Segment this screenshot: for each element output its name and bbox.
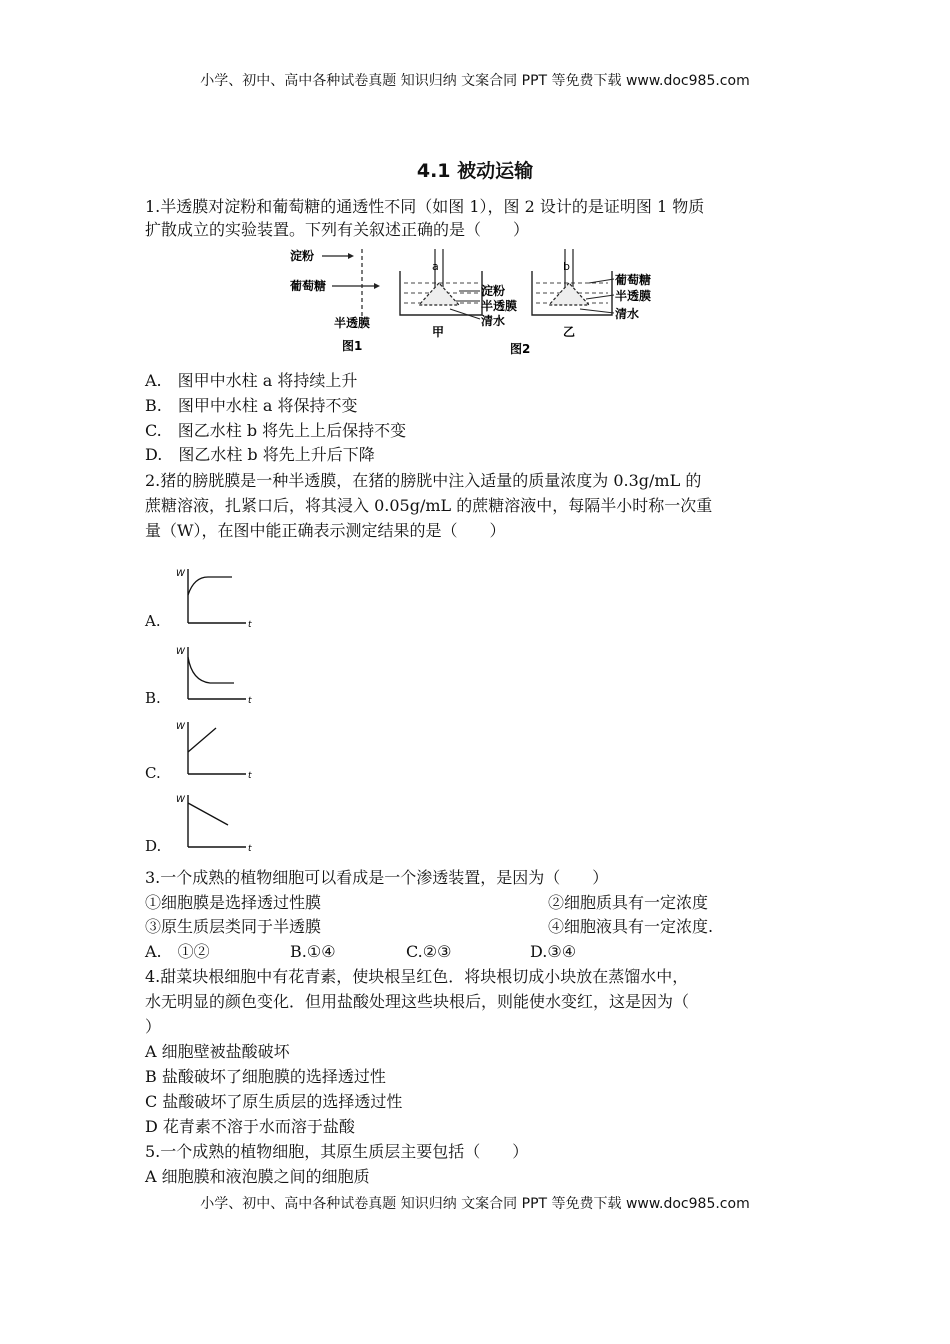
q3-item-2: ②细胞质具有一定浓度 xyxy=(548,893,709,912)
graph-b-y-label: W xyxy=(176,647,185,657)
fig1-starch-label: 淀粉 xyxy=(290,249,315,263)
jia-water-label: 清水 xyxy=(481,314,506,328)
fig1-caption: 图1 xyxy=(342,339,363,353)
q1-option-a: A. 图甲中水柱 a 将持续上升 xyxy=(145,371,358,390)
graph-a-curve xyxy=(188,577,232,595)
jia-membrane-label: 半透膜 xyxy=(481,299,518,313)
graph-a-x-label: t xyxy=(248,620,252,630)
graph-d-curve xyxy=(188,803,228,825)
q3-choice-a: A. ①② xyxy=(145,942,210,961)
page-title: 4.1 被动运输 xyxy=(416,160,534,182)
q1-option-d: D. 图乙水柱 b 将先上升后下降 xyxy=(145,445,375,464)
q3-item-3: ③原生质层类同于半透膜 xyxy=(145,917,322,936)
yi-membrane-label: 半透膜 xyxy=(615,289,652,303)
yi-glucose-label: 葡萄糖 xyxy=(615,273,652,287)
q2-graph-d xyxy=(174,789,258,857)
q3-stem: 3.一个成熟的植物细胞可以看成是一个渗透装置，是因为（ ） xyxy=(145,868,609,887)
q2-option-a-label: A. xyxy=(145,612,161,630)
q4-option-a: A 细胞壁被盐酸破坏 xyxy=(145,1042,290,1061)
q1-option-c: C. 图乙水柱 b 将先上上后保持不变 xyxy=(145,421,407,440)
tube-b-label: b xyxy=(563,260,570,273)
graph-c-x-label: t xyxy=(248,771,252,781)
q1-figure xyxy=(282,243,672,360)
q1-stem-line-2: 扩散成立的实验装置。下列有关叙述正确的是（ ） xyxy=(145,220,530,239)
q2-graph-b xyxy=(174,641,258,709)
yi-caption: 乙 xyxy=(563,325,576,339)
q4-stem-line-3: ） xyxy=(145,1017,162,1036)
q1-option-b: B. 图甲中水柱 a 将保持不变 xyxy=(145,396,358,415)
fig1-membrane-label: 半透膜 xyxy=(334,316,371,330)
jia-starch-label: 淀粉 xyxy=(481,284,506,298)
fig2-caption: 图2 xyxy=(510,342,531,356)
graph-b-x-label: t xyxy=(248,696,252,706)
graph-d-x-label: t xyxy=(248,844,252,854)
q4-option-c: C 盐酸破坏了原生质层的选择透过性 xyxy=(145,1092,403,1111)
tube-a-label: a xyxy=(432,260,439,273)
q3-item-1: ①细胞膜是选择透过性膜 xyxy=(145,893,322,912)
graph-c-y-label: W xyxy=(176,722,185,732)
q2-option-b-label: B. xyxy=(145,689,161,707)
page-header: 小学、初中、高中各种试卷真题 知识归纳 文案合同 PPT 等免费下载 www.doc985.com xyxy=(200,73,750,89)
q2-option-c-label: C. xyxy=(145,764,161,782)
yi-water-label: 清水 xyxy=(615,307,640,321)
q4-stem-line-2: 水无明显的颜色变化．但用盐酸处理这些块根后，则能使水变红，这是因为（ xyxy=(145,992,690,1011)
q2-graph-a xyxy=(174,563,258,631)
graph-c-curve xyxy=(188,728,216,752)
q4-option-b: B 盐酸破坏了细胞膜的选择透过性 xyxy=(145,1067,386,1086)
page-footer: 小学、初中、高中各种试卷真题 知识归纳 文案合同 PPT 等免费下载 www.doc985.com xyxy=(200,1196,750,1212)
q3-choice-d: D.③④ xyxy=(530,942,577,961)
funnel-jia xyxy=(419,283,459,305)
q3-item-4: ④细胞液具有一定浓度. xyxy=(548,917,714,936)
graph-a-y-label: W xyxy=(176,569,185,579)
q2-option-d-label: D. xyxy=(145,837,162,855)
fig1-glucose-label: 葡萄糖 xyxy=(290,279,327,293)
q2-graph-c xyxy=(174,716,258,784)
graph-d-y-label: W xyxy=(176,795,185,805)
q5-stem: 5.一个成熟的植物细胞，其原生质层主要包括（ ） xyxy=(145,1142,529,1161)
q4-option-d: D 花青素不溶于水而溶于盐酸 xyxy=(145,1117,355,1136)
q2-stem-line-2: 蔗糖溶液，扎紧口后，将其浸入 0.05g/mL 的蔗糖溶液中，每隔半小时称一次重 xyxy=(145,496,713,515)
graph-b-curve xyxy=(188,657,234,683)
q4-stem-line-1: 4.甜菜块根细胞中有花青素，使块根呈红色．将块根切成小块放在蒸馏水中， xyxy=(145,967,689,986)
jia-caption: 甲 xyxy=(432,325,445,339)
funnel-yi xyxy=(549,283,589,305)
q3-choice-c: C.②③ xyxy=(406,942,452,961)
q5-option-a: A 细胞膜和液泡膜之间的细胞质 xyxy=(145,1167,370,1186)
q3-choice-b: B.①④ xyxy=(290,942,336,961)
q2-stem-line-1: 2.猪的膀胱膜是一种半透膜，在猪的膀胱中注入适量的质量浓度为 0.3g/mL 的 xyxy=(145,471,702,490)
q1-stem-line-1: 1.半透膜对淀粉和葡萄糖的通透性不同（如图 1），图 2 设计的是证明图 1 物质 xyxy=(145,197,705,216)
q2-stem-line-3: 量（W），在图中能正确表示测定结果的是（ ） xyxy=(145,521,506,540)
